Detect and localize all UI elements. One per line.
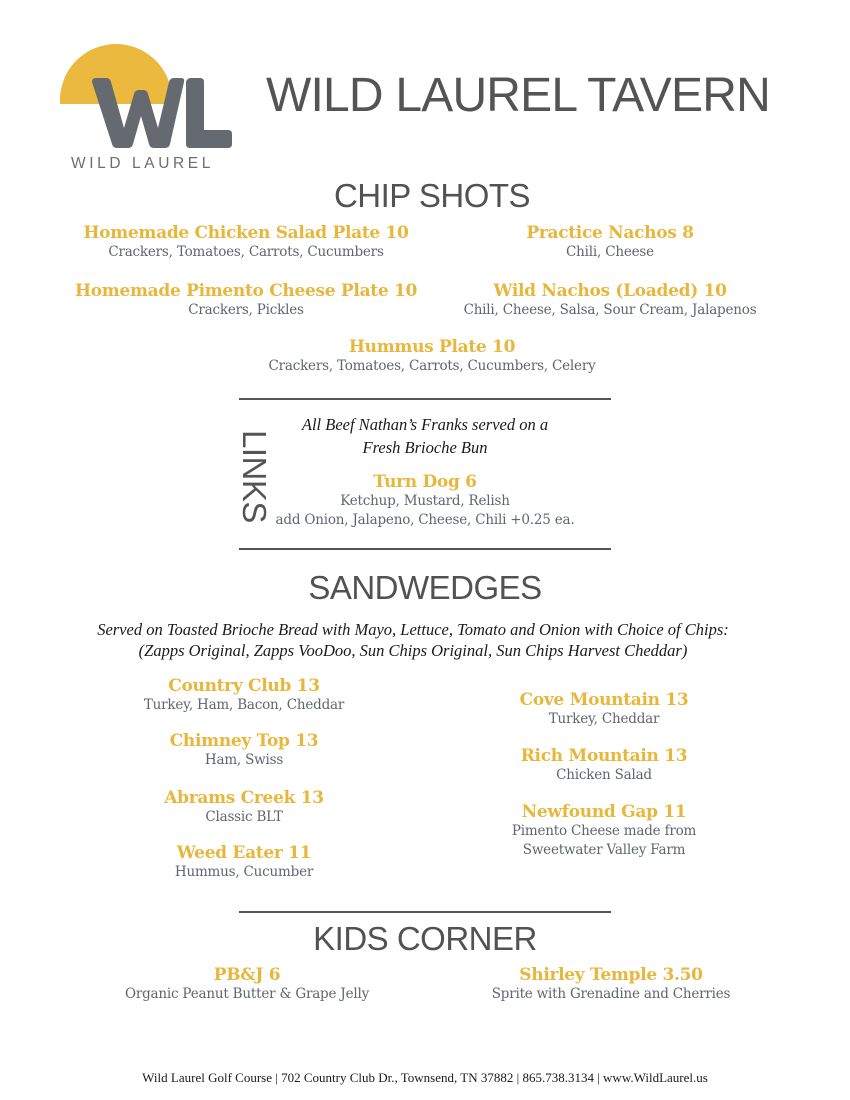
menu-item	[170, 731, 319, 770]
item-name: Homemade Chicken Salad Plate 10	[83, 223, 409, 243]
footer-contact: Wild Laurel Golf Course | 702 Country Club Dr., Townsend, TN 37882 | 865.738.3134 | www.WildLaurel.us	[142, 1070, 708, 1085]
item-desc: Chili, Cheese	[566, 244, 654, 260]
menu-item	[276, 472, 575, 530]
menu-item	[175, 843, 313, 882]
logo-mark-icon	[56, 28, 236, 158]
section-title-chip-shots: CHIP SHOTS	[333, 177, 531, 214]
item-name: Hummus Plate 10	[348, 337, 516, 357]
item-desc-line2: Sweetwater Valley Farm	[522, 842, 686, 858]
menu-item	[520, 690, 689, 729]
item-name: Rich Mountain 13	[520, 746, 688, 766]
divider	[239, 548, 611, 550]
item-name: Practice Nachos 8	[526, 223, 694, 243]
item-desc: Crackers, Pickles	[188, 302, 304, 318]
section-title-links: LINKS	[236, 430, 273, 523]
item-addon: add Onion, Jalapeno, Cheese, Chili +0.25 ea.	[275, 512, 575, 528]
item-desc: Turkey, Ham, Bacon, Cheddar	[143, 697, 345, 713]
item-name: Turn Dog 6	[373, 472, 477, 492]
page-title: WILD LAUREL TAVERN	[266, 69, 770, 122]
menu-item	[164, 788, 324, 827]
item-desc: Ketchup, Mustard, Relish	[340, 493, 510, 509]
item-name: Weed Eater 11	[176, 843, 312, 863]
section-title-kids-corner: KIDS CORNER	[313, 920, 537, 957]
menu-item	[464, 281, 757, 320]
item-name: Cove Mountain 13	[519, 690, 689, 710]
links-note-line1: All Beef Nathan’s Franks served on a	[301, 415, 549, 434]
item-desc: Crackers, Tomatoes, Carrots, Cucumbers, Celery	[268, 358, 596, 374]
item-desc: Sprite with Grenadine and Cherries	[491, 986, 731, 1002]
menu-item	[521, 746, 688, 785]
sandwedges-note-line1: Served on Toasted Brioche Bread with Mayo, Lettuce, Tomato and Onion with Choice of Chips:	[97, 620, 729, 639]
item-desc: Chicken Salad	[556, 767, 652, 783]
item-desc: Hummus, Cucumber	[174, 864, 314, 880]
item-desc: Crackers, Tomatoes, Carrots, Cucumbers	[108, 244, 384, 260]
sun-shape	[60, 44, 172, 100]
item-desc: Organic Peanut Butter & Grape Jelly	[124, 986, 370, 1002]
item-name: Abrams Creek 13	[164, 788, 324, 808]
item-name: Chimney Top 13	[169, 731, 319, 751]
logo-wordmark: WILD LAUREL	[71, 155, 214, 172]
section-title-sandwedges: SANDWEDGES	[308, 569, 542, 606]
menu-item	[144, 676, 344, 715]
menu-item	[75, 281, 417, 320]
item-name: PB&J 6	[213, 965, 281, 985]
sandwedges-note-line2: (Zapps Original, Zapps VooDoo, Sun Chips Original, Sun Chips Harvest Cheddar)	[138, 641, 688, 660]
item-name: Homemade Pimento Cheese Plate 10	[74, 281, 418, 301]
item-desc: Chili, Cheese, Salsa, Sour Cream, Jalapenos	[463, 302, 757, 318]
item-desc: Ham, Swiss	[204, 752, 284, 768]
item-desc: Pimento Cheese made from	[511, 823, 697, 839]
divider	[239, 911, 611, 913]
item-desc: Turkey, Cheddar	[548, 711, 660, 727]
item-name: Country Club 13	[168, 676, 320, 696]
divider	[239, 398, 611, 400]
menu-item	[492, 965, 731, 1004]
item-name: Wild Nachos (Loaded) 10	[493, 281, 727, 301]
item-name: Newfound Gap 11	[521, 802, 687, 822]
item-desc: Classic BLT	[205, 809, 283, 825]
menu-item	[125, 965, 369, 1004]
item-name: Shirley Temple 3.50	[519, 965, 703, 985]
menu-item	[512, 802, 696, 860]
menu-item	[526, 223, 693, 262]
links-note-line2: Fresh Brioche Bun	[362, 438, 488, 457]
menu-item	[268, 337, 595, 376]
menu-item	[83, 223, 408, 262]
